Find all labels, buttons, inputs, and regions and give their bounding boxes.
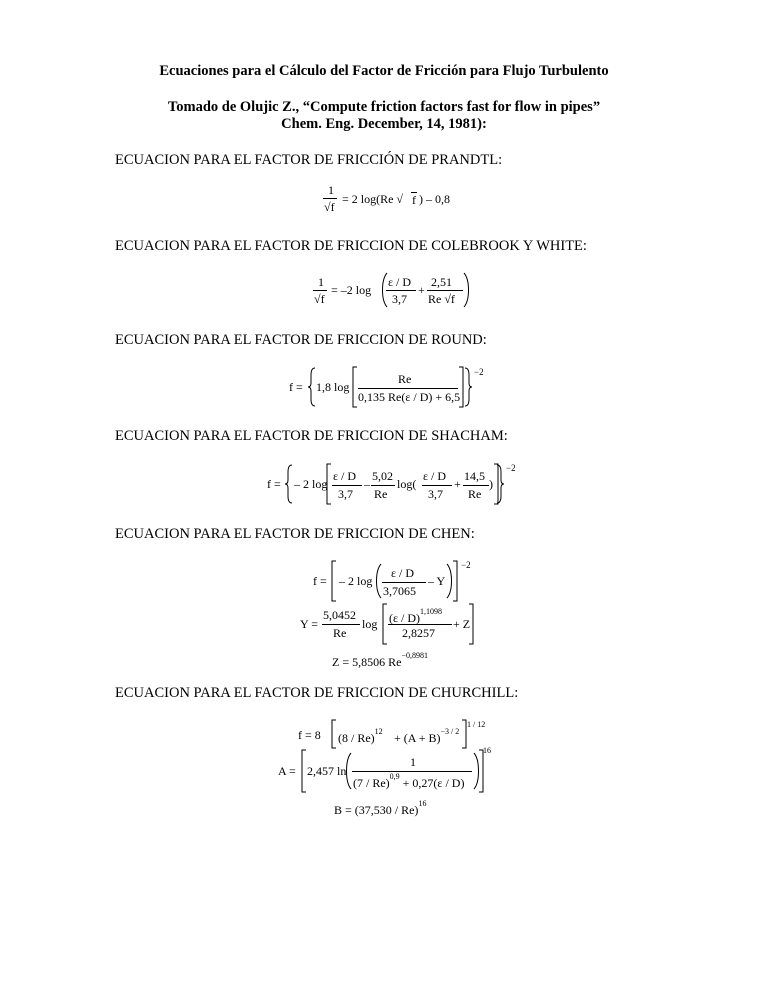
churchill-f-b-exp: −3 / 2: [440, 727, 460, 736]
source-line-1: Tomado de Olujic Z., “Compute friction factors fast for flow in pipes”: [167, 99, 601, 115]
colebrook-f1-num: ε / D: [388, 275, 412, 289]
chen-y-lhs: Y =: [300, 617, 318, 631]
churchill-b-eq: [334, 800, 426, 817]
shacham-close: ): [489, 477, 493, 491]
churchill-f-a-exp: 12: [374, 727, 383, 736]
churchill-f-a: [338, 728, 383, 745]
shacham-plus: +: [454, 477, 461, 491]
shacham-f3-num: ε / D: [423, 469, 447, 483]
chen-z-eq: [332, 652, 428, 669]
chen-z-exp: −0,8981: [401, 651, 428, 660]
heading-round: ECUACION PARA EL FACTOR DE FRICCION DE ROUND:: [115, 332, 487, 348]
colebrook-plus: +: [418, 283, 425, 297]
round-numerator: Re: [398, 372, 412, 386]
prandtl-rhs-b: ) – 0,8: [419, 192, 450, 206]
prandtl-rhs-f: f: [412, 193, 416, 207]
document-title: Ecuaciones para el Cálculo del Factor de Fricción para Flujo Turbulento: [159, 63, 609, 79]
prandtl-denominator: √f: [324, 200, 335, 214]
churchill-a-den-a-exp: 0,9: [389, 772, 400, 781]
chen-f1-den: 3,7065: [383, 584, 416, 598]
round-lhs: f =: [289, 380, 303, 394]
colebrook-numerator: 1: [318, 275, 324, 289]
prandtl-numerator: 1: [328, 183, 334, 197]
equation-prandtl: [320, 183, 460, 223]
chen-y-log: log: [362, 617, 378, 631]
churchill-f-lhs: f = 8: [298, 728, 321, 742]
churchill-b-eq-base: B = (37,530 / Re): [334, 803, 419, 817]
shacham-minus: –: [364, 477, 370, 491]
colebrook-f1-den: 3,7: [392, 292, 407, 306]
colebrook-eqsign: = –2 log: [331, 283, 372, 297]
chen-coef: – 2 log: [339, 574, 373, 588]
heading-prandtl: ECUACION PARA EL FACTOR DE FRICCIÓN DE PRANDTL:: [115, 152, 503, 168]
chen-y-num: 5,0452: [323, 608, 356, 622]
churchill-a-coef: 2,457 ln: [307, 764, 347, 778]
round-exponent: −2: [474, 367, 484, 377]
heading-colebrook: ECUACION PARA EL FACTOR DE FRICCION DE COLEBROOK Y WHITE:: [115, 238, 587, 254]
colebrook-f2-den: Re √f: [428, 292, 455, 306]
chen-y-inner-num-exp: 1,1098: [420, 607, 443, 616]
chen-f1-num: ε / D: [391, 566, 415, 580]
shacham-f4-den: Re: [468, 487, 482, 501]
equation-churchill: [278, 718, 498, 828]
chen-z-eq-base: Z = 5,8506 Re: [332, 655, 402, 669]
shacham-lhs: f =: [267, 477, 281, 491]
equation-chen: [300, 560, 480, 670]
shacham-f1-den: 3,7: [338, 487, 353, 501]
chen-exponent: −2: [461, 560, 471, 570]
shacham-f2-den: Re: [374, 487, 388, 501]
equation-colebrook: [312, 272, 472, 314]
heading-chen: ECUACION PARA EL FACTOR DE FRICCION DE CHEN:: [115, 526, 475, 542]
chen-y-plus-z: + Z: [453, 617, 471, 631]
chen-y-inner-den: 2,8257: [402, 626, 435, 640]
chen-y-den: Re: [333, 626, 347, 640]
shacham-f3-den: 3,7: [428, 487, 443, 501]
churchill-b-exp: 16: [418, 799, 427, 808]
churchill-a-den: [353, 773, 464, 790]
chen-lhs: f =: [313, 574, 327, 588]
churchill-a-exp: 16: [483, 746, 491, 755]
prandtl-rhs-a: = 2 log(Re √: [342, 192, 404, 206]
equation-shacham: [266, 463, 516, 509]
churchill-a-den-a: (7 / Re): [353, 776, 390, 790]
churchill-f-b: [394, 728, 459, 745]
churchill-a-num: 1: [410, 755, 416, 769]
round-coef: 1,8 log: [316, 380, 350, 394]
churchill-a-lhs: A =: [278, 764, 296, 778]
churchill-f-b-base: + (A + B): [394, 731, 441, 745]
round-denominator: 0,135 Re(ε / D) + 6,5: [358, 390, 461, 404]
heading-churchill: ECUACION PARA EL FACTOR DE FRICCION DE CHURCHILL:: [115, 685, 519, 701]
shacham-exponent: −2: [506, 463, 516, 473]
shacham-f1-num: ε / D: [333, 469, 357, 483]
colebrook-f2-num: 2,51: [431, 275, 452, 289]
colebrook-denominator: √f: [314, 292, 325, 306]
source-line-2: Chem. Eng. December, 14, 1981):: [281, 116, 487, 132]
shacham-log2: log(: [397, 477, 417, 491]
churchill-a-den-b: + 0,27(ε / D): [402, 776, 465, 790]
shacham-coef: – 2 log: [294, 477, 328, 491]
equation-round: [286, 366, 486, 412]
churchill-f-a-base: (8 / Re): [338, 731, 375, 745]
heading-shacham: ECUACION PARA EL FACTOR DE FRICCION DE SHACHAM:: [115, 428, 508, 444]
churchill-f-exp: 1 / 12: [467, 720, 486, 729]
chen-minus-y: – Y: [428, 574, 446, 588]
chen-y-inner-num-base: (ε / D): [389, 611, 421, 625]
shacham-f2-num: 5,02: [372, 469, 393, 483]
shacham-f4-num: 14,5: [464, 469, 485, 483]
chen-y-inner-num: [389, 608, 442, 625]
